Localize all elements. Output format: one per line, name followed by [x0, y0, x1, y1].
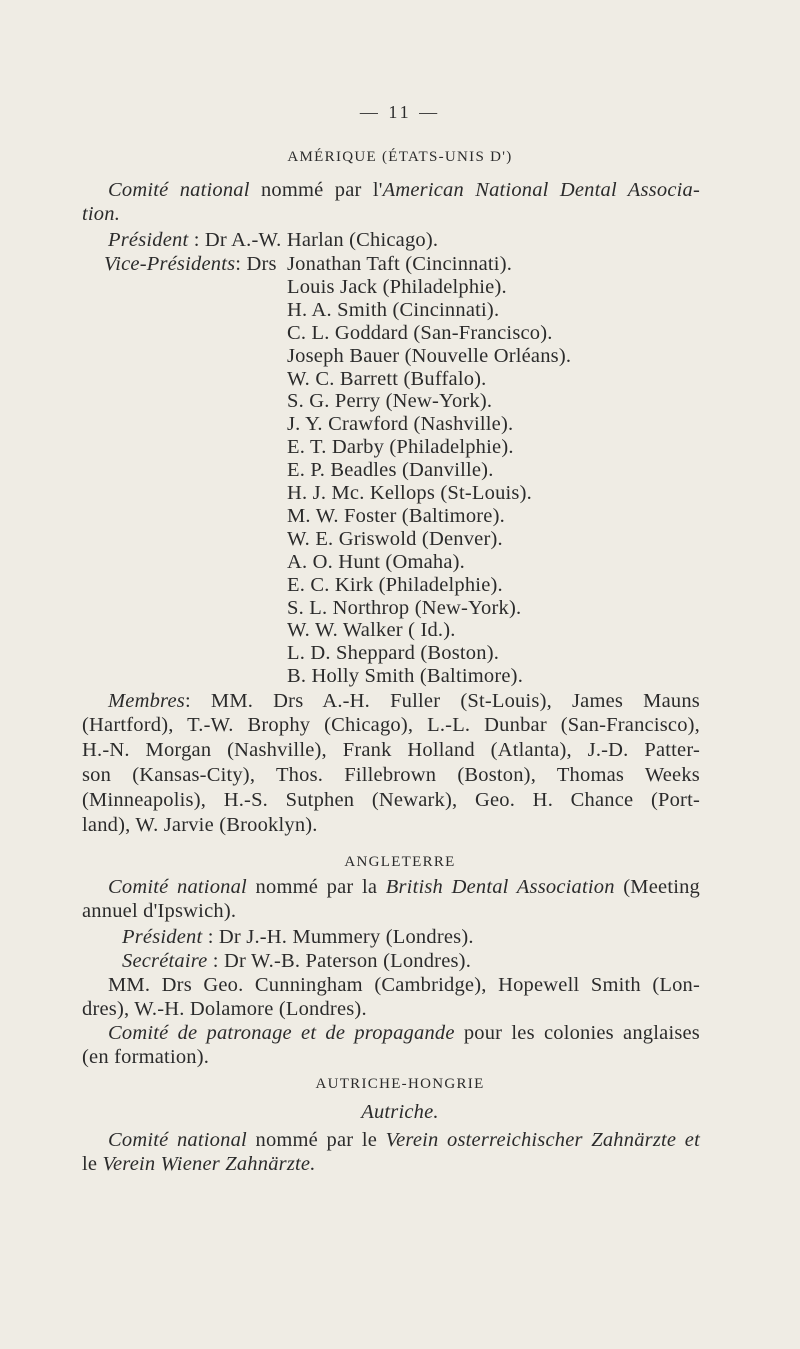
angleterre-members-line-1: MM. Drs Geo. Cunningham (Cambridge), Hopewell Smith (Lon-: [108, 974, 700, 996]
vice-president-item: H. A. Smith (Cincinnati).: [287, 298, 500, 321]
vice-president-item: S. L. Northrop (New-York).: [287, 596, 522, 619]
president-label: Président: [122, 926, 203, 948]
committee-text: nommé par la: [246, 876, 386, 898]
committee-org: Verein osterreichischer Zahnärzte: [385, 1129, 677, 1151]
amerique-members-line-2: (Hartford), T.-W. Brophy (Chicago), L.-L. Dunbar (San-Francisco),: [82, 714, 700, 736]
vice-president-item: E. P. Beadles (Danville).: [287, 459, 494, 482]
section-heading-amerique: AMÉRIQUE (ÉTATS-UNIS D'): [287, 149, 513, 165]
vice-president-item: M. W. Foster (Baltimore).: [287, 504, 505, 527]
members-label: Membres: [108, 690, 185, 712]
amerique-committee-line-2: tion.: [82, 203, 121, 225]
secretary-label: Secrétaire: [122, 950, 208, 972]
vice-president-item: Louis Jack (Philadelphie).: [287, 275, 507, 298]
amerique-members-line-1: [108, 689, 700, 713]
section-heading-angleterre: ANGLETERRE: [344, 854, 456, 870]
angleterre-president: [122, 925, 474, 949]
angleterre-members-line-2: dres), W.-H. Dolamore (Londres).: [82, 998, 367, 1020]
president-label: Président: [108, 229, 189, 251]
vice-president-item: B. Holly Smith (Baltimore).: [287, 665, 524, 688]
vice-president-item: Jonathan Taft (Cincinnati).: [287, 253, 513, 275]
members-text: : MM. Drs A.-H. Fuller (St-Louis), James Mauns: [184, 690, 700, 712]
amerique-members-line-6: land), W. Jarvie (Brooklyn).: [82, 814, 318, 836]
committee-label: Comité national: [108, 179, 250, 201]
vice-presidents-prefix: : Drs: [235, 253, 277, 275]
vice-president-item: W. E. Griswold (Denver).: [287, 527, 503, 550]
autriche-committee-line-2: [82, 1152, 316, 1176]
amerique-members-line-3: H.-N. Morgan (Nashville), Frank Holland (Atlanta), J.-D. Patter-: [82, 739, 700, 761]
committee-org-2: Verein Wiener Zahnärzte.: [102, 1153, 316, 1175]
committee-org: American National Dental Associa-: [382, 179, 700, 201]
angleterre-secretary: [122, 949, 471, 973]
vice-president-item: E. C. Kirk (Philadelphie).: [287, 573, 503, 596]
secretary-text: : Dr W.-B. Paterson (Londres).: [207, 950, 472, 972]
angleterre-patronage-line-2: (en formation).: [82, 1046, 210, 1068]
page-number: — 11 —: [359, 102, 441, 122]
vice-president-item: L. D. Sheppard (Boston).: [287, 642, 500, 665]
amerique-vice-label-line: [104, 252, 277, 276]
vice-president-item: A. O. Hunt (Omaha).: [287, 550, 466, 573]
president-text: : Dr J.-H. Mummery (Londres).: [202, 926, 474, 948]
patronage-label: Comité de patronage et de propagande: [108, 1022, 455, 1044]
angleterre-committee-line-1: [108, 875, 700, 899]
section-heading-autriche-hongrie: AUTRICHE-HONGRIE: [315, 1076, 485, 1092]
amerique-committee-line-1: [108, 178, 700, 202]
president-text: : Dr A.-W. Harlan (Chicago).: [188, 229, 439, 251]
committee-org: British Dental Association: [385, 876, 615, 898]
vice-president-item: E. T. Darby (Philadelphie).: [287, 436, 514, 459]
subheading-autriche: Autriche.: [361, 1101, 439, 1123]
vice-president-item: W. C. Barrett (Buffalo).: [287, 367, 487, 390]
vice-president-item: Joseph Bauer (Nouvelle Orléans).: [287, 344, 572, 367]
vice-president-item: H. J. Mc. Kellops (St-Louis).: [287, 482, 532, 504]
line-prefix: le: [82, 1153, 103, 1175]
committee-label: Comité national: [108, 876, 247, 898]
vice-president-item: W. W. Walker ( Id.).: [287, 619, 456, 642]
angleterre-committee-line-2: annuel d'Ipswich).: [82, 900, 237, 922]
vice-president-item: C. L. Goddard (San-Francisco).: [287, 321, 553, 344]
patronage-text: pour les colonies anglaises: [454, 1022, 700, 1044]
autriche-committee-line-1: [108, 1128, 700, 1152]
amerique-members-line-4: son (Kansas-City), Thos. Fillebrown (Boston), Thomas Weeks: [82, 764, 700, 786]
amerique-members-line-5: (Minneapolis), H.-S. Sutphen (Newark), Geo. H. Chance (Port-: [82, 789, 700, 811]
committee-and: et: [676, 1129, 700, 1151]
angleterre-patronage-line-1: [108, 1021, 700, 1045]
amerique-president: [108, 228, 438, 252]
committee-suffix: (Meeting: [614, 876, 701, 898]
committee-label: Comité national: [108, 1129, 247, 1151]
vice-presidents-label: Vice-Présidents: [104, 253, 236, 275]
vice-president-item: S. G. Perry (New-York).: [287, 390, 493, 413]
committee-text: nommé par le: [246, 1129, 386, 1151]
vice-president-item: J. Y. Crawford (Nashville).: [287, 413, 514, 436]
committee-text: nommé par l': [249, 179, 383, 201]
